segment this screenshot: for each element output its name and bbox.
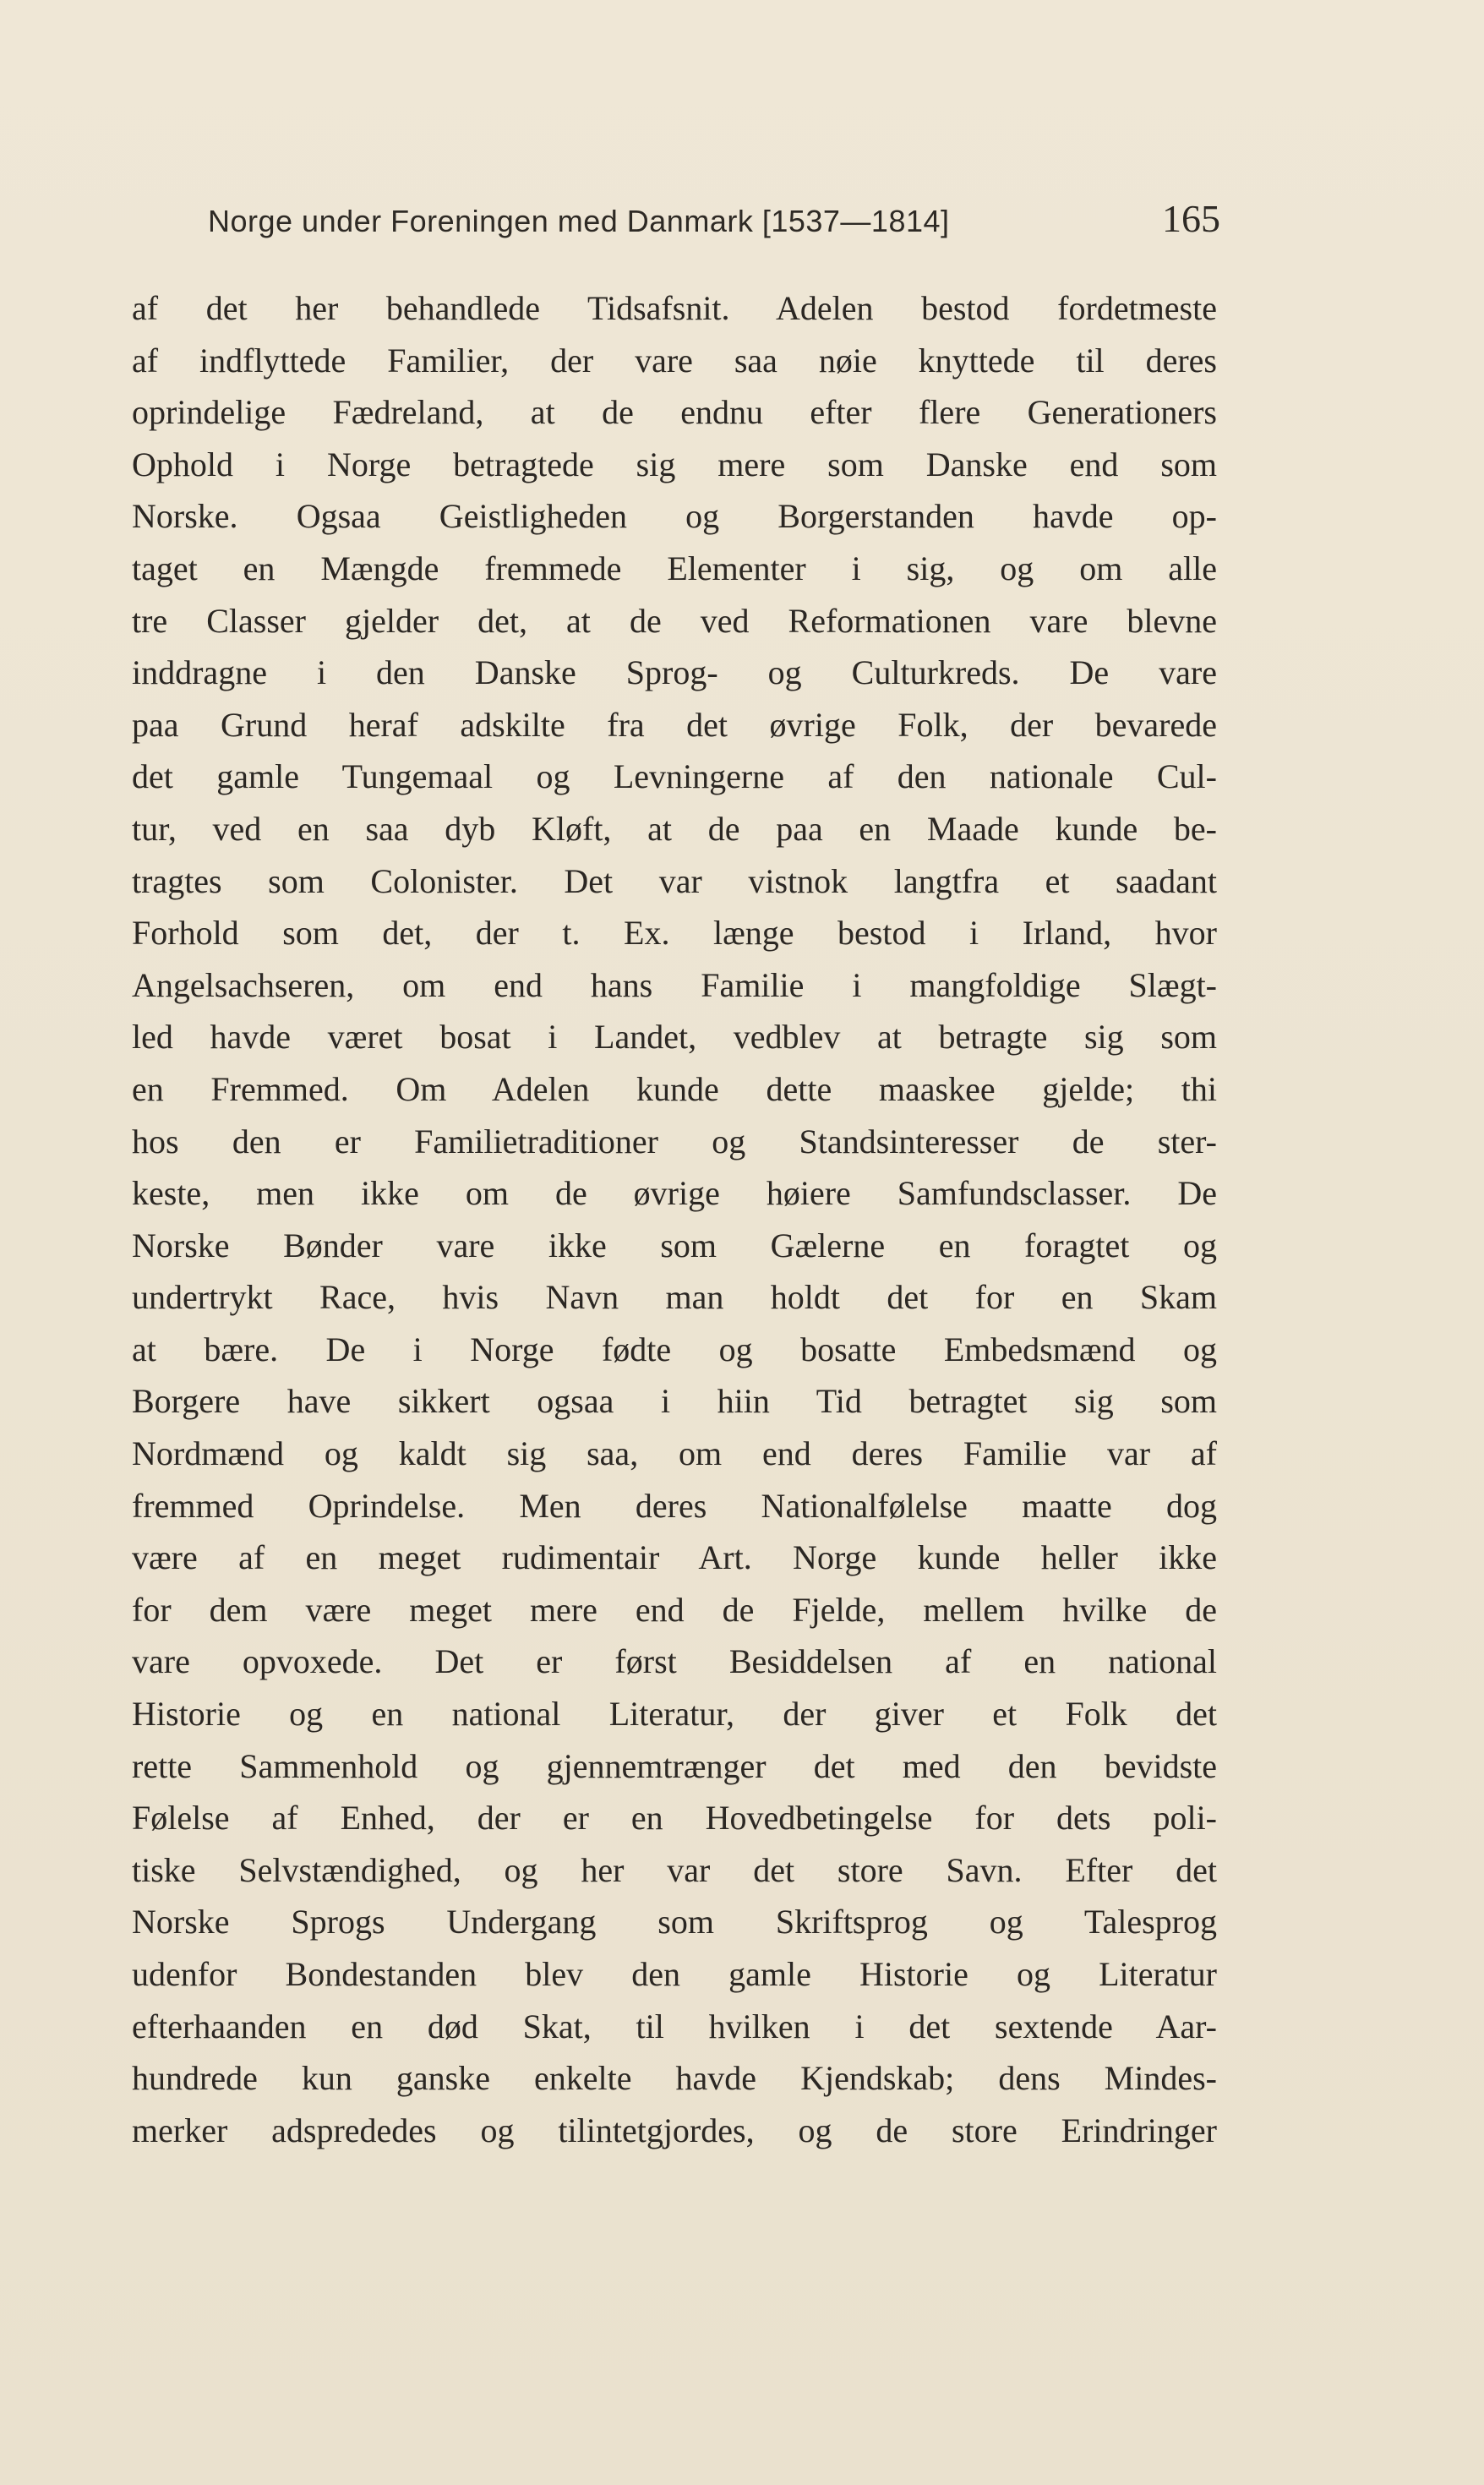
text-line: inddragne i den Danske Sprog- og Culturkreds. De vare — [132, 653, 1217, 692]
text-line: fremmed Oprindelse. Men deres Nationalfølelse maatte dog — [132, 1486, 1217, 1525]
text-line: at bære. De i Norge fødte og bosatte Embedsmænd og — [132, 1330, 1217, 1368]
text-line: Borgere have sikkert ogsaa i hiin Tid betragtet sig som — [132, 1382, 1217, 1421]
text-line: for dem være meget mere end de Fjelde, mellem hvilke de — [132, 1590, 1217, 1629]
text-line: Nordmænd og kaldt sig saa, om end deres Familie var af — [132, 1434, 1217, 1473]
page-header — [208, 196, 1220, 247]
text-line: udenfor Bondestanden blev den gamle Historie og Literatur — [132, 1955, 1217, 1993]
text-line: tiske Selvstændighed, og her var det store Savn. Efter det — [132, 1850, 1217, 1889]
text-line: taget en Mængde fremmede Elementer i sig, og om alle — [132, 549, 1217, 587]
body-text — [132, 282, 1217, 2156]
text-line: oprindelige Fædreland, at de endnu efter flere Generationers — [132, 393, 1217, 432]
text-line: rette Sammenhold og gjennemtrænger det med den bevidste — [132, 1746, 1217, 1785]
text-line: Angelsachseren, om end hans Familie i mangfoldige Slægt- — [132, 965, 1217, 1004]
text-line: Forhold som det, der t. Ex. længe bestod i Irland, hvor — [132, 914, 1217, 953]
text-line: Ophold i Norge betragtede sig mere som Danske end som — [132, 445, 1217, 483]
page-number: 165 — [1162, 197, 1220, 240]
text-line: efterhaanden en død Skat, til hvilken i det sextende Aar- — [132, 2007, 1217, 2045]
text-line: af det her behandlede Tidsafsnit. Adelen bestod fordetmeste — [132, 289, 1217, 327]
text-line: undertrykt Race, hvis Navn man holdt det for en Skam — [132, 1278, 1217, 1317]
text-line: vare opvoxede. Det er først Besiddelsen af en national — [132, 1642, 1217, 1681]
text-line: tragtes som Colonister. Det var vistnok langtfra et saadant — [132, 861, 1217, 900]
text-line: en Fremmed. Om Adelen kunde dette maaskee gjelde; thi — [132, 1069, 1217, 1108]
text-line: hundrede kun ganske enkelte havde Kjendskab; dens Mindes- — [132, 2059, 1217, 2098]
text-line: hos den er Familietraditioner og Standsinteresser de ster- — [132, 1122, 1217, 1161]
text-line: keste, men ikke om de øvrige høiere Samfundsclasser. De — [132, 1174, 1217, 1213]
text-line: være af en meget rudimentair Art. Norge kunde heller ikke — [132, 1538, 1217, 1577]
text-line: Norske Bønder vare ikke som Gælerne en foragtet og — [132, 1226, 1217, 1264]
text-line: det gamle Tungemaal og Levningerne af den nationale Cul- — [132, 757, 1217, 796]
text-line: tre Classer gjelder det, at de ved Reformationen vare blevne — [132, 601, 1217, 640]
text-line: Norske. Ogsaa Geistligheden og Borgerstanden havde op- — [132, 497, 1217, 536]
text-line: merker adsprededes og tilintetgjordes, og de store Erindringer — [132, 2111, 1217, 2149]
text-line: paa Grund heraf adskilte fra det øvrige Folk, der bevarede — [132, 705, 1217, 744]
text-line: led havde været bosat i Landet, vedblev at betragte sig som — [132, 1018, 1217, 1057]
running-head: Norge under Foreningen med Danmark [1537—1814] — [208, 204, 950, 238]
text-line: af indflyttede Familier, der vare saa nøie knyttede til deres — [132, 341, 1217, 380]
text-line: Historie og en national Literatur, der giver et Folk det — [132, 1695, 1217, 1734]
text-line: tur, ved en saa dyb Kløft, at de paa en Maade kunde be- — [132, 809, 1217, 848]
text-line: Norske Sprogs Undergang som Skriftsprog og Talesprog — [132, 1903, 1217, 1942]
text-line: Følelse af Enhed, der er en Hovedbetingelse for dets poli- — [132, 1799, 1217, 1838]
